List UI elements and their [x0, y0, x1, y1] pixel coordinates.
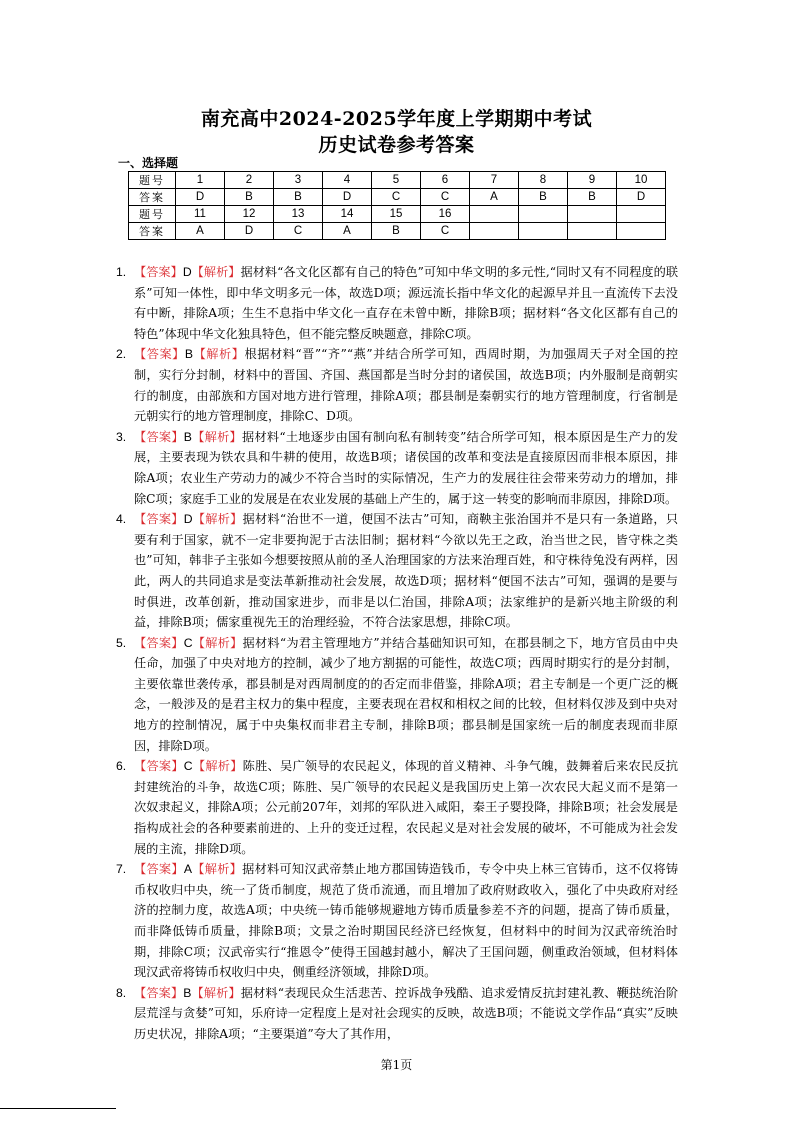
item-number: 7. — [116, 862, 127, 877]
table-cell: C — [274, 223, 323, 240]
analysis-tag: 【解析】 — [191, 265, 241, 279]
table-cell: 11 — [176, 206, 225, 223]
table-cell: C — [421, 223, 470, 240]
table-cell: D — [617, 189, 666, 206]
table-cell: 6 — [421, 172, 470, 189]
answer-letter: C — [183, 759, 193, 774]
explanation-text: 据材料“表现民众生活悲苦、控诉战争残酷、追求爱情反抗封建礼教、鞭挞统治阶层荒淫与贪婪”可知，乐府诗一定程度上是对社会现实的反映，故选B项；不能说文学作品“真实”反映历史状况，排除A项；“主要渠道”夸大了其作用， — [134, 985, 679, 1041]
answer-tag: 【答案】 — [134, 862, 184, 877]
table-cell: 3 — [274, 172, 323, 189]
table-cell: B — [274, 189, 323, 206]
list-item — [116, 983, 678, 1045]
table-cell — [617, 223, 666, 240]
item-number: 2. — [116, 347, 127, 362]
explanation-text: 据材料“治世不一道，便国不法古”可知，商鞅主张治国并不是只有一条道路，只要有利于国家，就不一定非要拘泥于古法旧制；据材料“今欲以先王之政，治当世之民，皆守株之类也”可知，韩非子主张如今想要按照从前的圣人治理国家的方法来治理百姓，和守株待兔没有两样，因此，两人的共同追求是变法革新推动社会发展，故选D项；据材料“便国不法古”可知，强调的是要与时俱进，改革创新，推动国家进步，而非是以仁治国，排除A项；法家维护的是新兴地主阶级的利益，排除B项；儒家重视先王的治理经验，不符合法家思想，排除C项。 — [134, 512, 679, 630]
table-cell — [470, 206, 519, 223]
question-label: 题号 — [129, 172, 176, 189]
analysis-tag: 【解析】 — [193, 347, 245, 362]
answer-tag: 【答案】 — [134, 985, 184, 1000]
answer-tag: 【答案】 — [134, 759, 184, 774]
list-item — [116, 859, 678, 983]
explanation-text: 据材料可知汉武帝禁止地方郡国铸造钱币，专令中央上林三官铸币，这不仅将铸币权收归中央，统一了货币制度，规范了货币流通，而且增加了政府财政收入，强化了中央政府对经济的控制力度，故选A项；中央统一铸币能够规避地方铸币质量参差不齐的问题，提高了铸币质量，而非降低铸币质量，排除B项；文景之治时期国民经济已经恢复，但材料中的时间为汉武帝统治时期，排除C项；汉武帝实行“推恩令”使得王国越封越小，解决了王国问题，侧重政治领域，但材料体现汉武帝将铸币权收归中央，侧重经济领域，排除D项。 — [134, 862, 679, 980]
answer-letter: B — [183, 985, 192, 1000]
page-number: 第1页 — [380, 1058, 413, 1072]
answer-letter: B — [183, 429, 192, 444]
table-cell: D — [323, 189, 372, 206]
list-item — [116, 427, 678, 509]
table-cell: A — [470, 189, 519, 206]
table-cell: 15 — [372, 206, 421, 223]
answer-tag: 【答案】 — [134, 265, 183, 279]
answer-letter: A — [183, 862, 192, 877]
table-cell: 16 — [421, 206, 470, 223]
table-cell: 7 — [470, 172, 519, 189]
table-cell: B — [568, 189, 617, 206]
answer-letter: D — [183, 512, 193, 527]
answer-label: 答案 — [129, 189, 176, 206]
table-cell: 10 — [617, 172, 666, 189]
answer-letter: C — [183, 635, 193, 650]
title-line-2: 历史试卷参考答案 — [318, 134, 475, 156]
title-line-1: 南充高中2024-2025学年度上学期期中考试 — [200, 108, 593, 130]
table-cell: 4 — [323, 172, 372, 189]
table-row — [129, 172, 666, 189]
table-cell — [568, 206, 617, 223]
answer-tag: 【答案】 — [134, 512, 184, 527]
table-cell: C — [372, 189, 421, 206]
explanation-text: 据材料“土地逐步由国有制向私有制转变”结合所学可知，根本原因是生产力的发展，主要表现为铁农具和牛耕的使用，故选B项；诸侯国的改革和变法是直接原因而非根本原因，排除A项；农业生产劳动力的减少不符合当时的实际情况，生产力的发展往往会带来劳动力的增加，排除C项；家庭手工业的发展是在农业发展的基础上产生的，属于这一转变的影响而非原因，排除D项。 — [134, 429, 678, 506]
table-cell: 9 — [568, 172, 617, 189]
item-number: 8. — [116, 985, 127, 1000]
table-cell — [617, 206, 666, 223]
item-number: 1. — [116, 265, 127, 279]
footnote-divider — [0, 1108, 116, 1109]
analysis-tag: 【解析】 — [192, 635, 243, 650]
table-cell: B — [519, 189, 568, 206]
answer-explanations — [116, 262, 678, 1045]
table-row — [129, 189, 666, 206]
answer-label: 答案 — [129, 223, 176, 240]
list-item — [116, 262, 678, 344]
answer-letter: D — [182, 265, 192, 279]
list-item — [116, 344, 678, 426]
table-cell: 2 — [225, 172, 274, 189]
answer-tag: 【答案】 — [134, 635, 184, 650]
table-cell: 1 — [176, 172, 225, 189]
table-cell: 12 — [225, 206, 274, 223]
answer-letter: B — [184, 347, 194, 362]
table-cell: 5 — [372, 172, 421, 189]
analysis-tag: 【解析】 — [192, 862, 243, 877]
table-cell: D — [176, 189, 225, 206]
table-cell — [519, 206, 568, 223]
table-cell — [470, 223, 519, 240]
table-cell: A — [323, 223, 372, 240]
section-heading: 一、选择题 — [118, 156, 179, 170]
analysis-tag: 【解析】 — [191, 985, 241, 1000]
table-row — [129, 223, 666, 240]
table-cell — [568, 223, 617, 240]
table-cell: D — [225, 223, 274, 240]
list-item — [116, 756, 678, 859]
explanation-text: 据材料“为君主管理地方”并结合基础知识可知，在郡县制之下，地方官员由中央任命，加强了中央对地方的控制，减少了地方割据的可能性，故选C项；西周时期实行的是分封制，主要依靠世袭传承，郡县制是对西周制度的的否定而非借鉴，排除A项；君主专制是一个更广泛的概念，一般涉及的是君主权力的集中程度，主要表现在君权和相权之间的比较，但材料仅涉及到中央对地方的控制情况，属于中央集权而非君主专制，排除B项；郡县制是国家统一后的制度表现而非原因，排除D项。 — [134, 635, 679, 753]
explanation-text: 陈胜、吴广领导的农民起义，体现的首义精神、斗争气魄，鼓舞着后来农民反抗封建统治的斗争，故选C项；陈胜、吴广领导的农民起义是我国历史上第一次农民大起义而不是第一次奴隶起义，排除A项；公元前207年，刘邦的军队进入咸阳，秦王子婴投降，排除B项；社会发展是指构成社会的各种要素前进的、上升的变迁过程，农民起义是对社会发展的破坏，不可能成为社会发展的主流，排除D项。 — [134, 759, 679, 856]
answer-table — [128, 171, 666, 240]
analysis-tag: 【解析】 — [192, 512, 243, 527]
item-number: 4. — [116, 512, 127, 527]
list-item — [116, 633, 678, 757]
list-item — [116, 509, 678, 633]
item-number: 3. — [116, 429, 127, 444]
explanation-text: 根据材料“晋”“齐”“燕”并结合所学可知，西周时期，为加强周天子对全国的控制，实行分封制，材料中的晋国、齐国、燕国都是当时分封的诸侯国，故选B项；内外服制是商朝实行的制度，由部族和方国对地方进行管理，排除A项；郡县制是秦朝实行的地方管理制度，行省制是元朝实行的地方管理制度，排除C、D项。 — [134, 347, 679, 424]
table-cell: 14 — [323, 206, 372, 223]
answer-tag: 【答案】 — [134, 347, 185, 362]
item-number: 5. — [116, 635, 127, 650]
table-cell: 8 — [519, 172, 568, 189]
analysis-tag: 【解析】 — [192, 759, 243, 774]
table-row — [129, 206, 666, 223]
item-number: 6. — [116, 759, 127, 774]
table-cell: B — [372, 223, 421, 240]
table-cell: A — [176, 223, 225, 240]
table-cell: B — [225, 189, 274, 206]
table-cell — [519, 223, 568, 240]
explanation-text: 据材料“各文化区都有自己的特色”可知中华文明的多元性,“同时又有不同程度的联系”可知一体性，即中华文明多元一体，故选D项；源远流长指中华文化的起源早并且一直流传下去没有中断，排除A项；生生不息指中华文化一直存在未曾中断，排除B项；据材料“各文化区都有自己的特色”体现中华文化独具特色，但不能完整反映题意，排除C项。 — [134, 265, 679, 341]
table-cell: 13 — [274, 206, 323, 223]
analysis-tag: 【解析】 — [191, 429, 242, 444]
table-cell: C — [421, 189, 470, 206]
answer-tag: 【答案】 — [134, 429, 184, 444]
question-label: 题号 — [129, 206, 176, 223]
